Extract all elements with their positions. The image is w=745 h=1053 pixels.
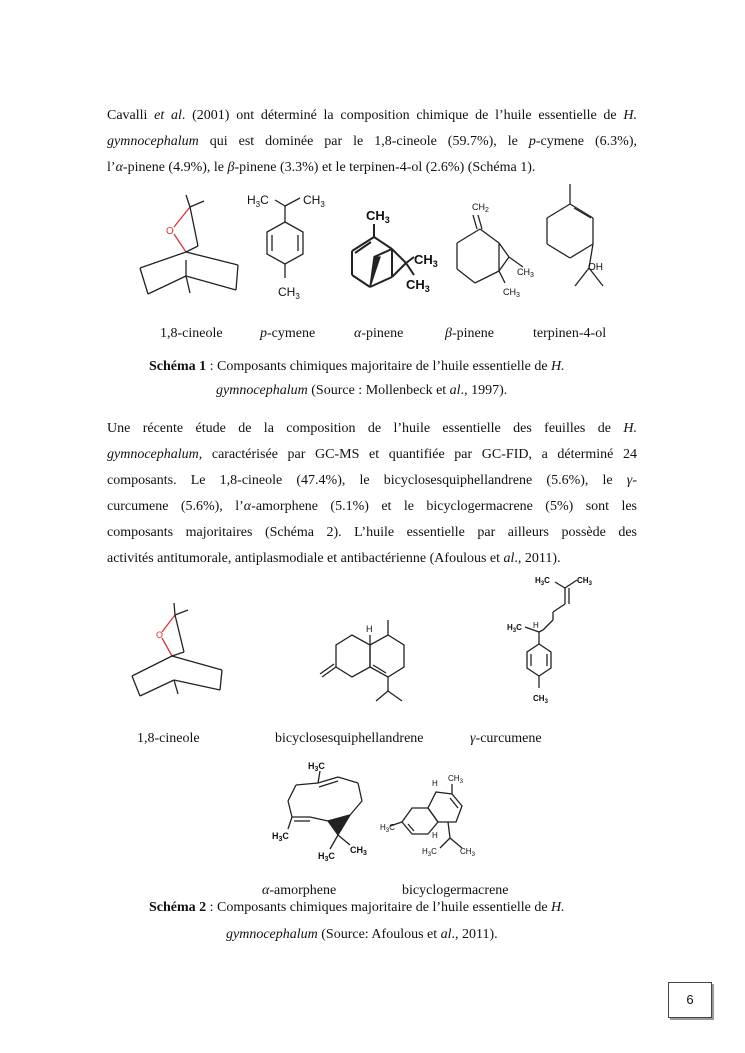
label-alpha-amorphene: α-amorphene <box>262 883 337 898</box>
structure-p-cymene <box>245 190 330 302</box>
label-terpinen-4-ol: terpinen-4-ol <box>533 326 607 341</box>
paragraph-2-line-5: composants majoritaires (Schéma 2). L’huile essentielle par ailleurs possède des <box>107 525 637 540</box>
svg-text:CH3: $CH_3$ <box>448 774 463 785</box>
svg-text:CH3: $CH_3$ <box>366 208 390 225</box>
svg-text:H3C: $H_3C$ <box>247 193 269 209</box>
svg-text:H: H <box>432 831 438 840</box>
structure-alpha-pinene <box>340 195 440 300</box>
svg-text:H3C: $H_3C$ <box>422 847 437 858</box>
svg-text:CH3: $CH_3$ <box>350 845 367 857</box>
scheme-1-caption-line-2: gymnocephalum (Source : Mollenbeck et al., 1997). <box>216 383 508 398</box>
label-gamma-curcumene: γ-curcumene <box>470 731 542 746</box>
paragraph-2-line-6: activités antitumorale, antiplasmodiale et antibactérienne (Afoulous et al., 2011). <box>107 551 561 566</box>
oh-label: OH <box>588 262 603 273</box>
svg-text:H3C: $H_3C$ <box>308 761 325 773</box>
svg-text:CH3: $CH_3$ <box>517 267 534 279</box>
svg-text:O: O <box>156 630 164 640</box>
svg-text:CH3: $CH_3$ <box>503 287 520 299</box>
svg-text:CH3: $CH_3$ <box>577 576 592 587</box>
svg-text:H: H <box>366 624 373 634</box>
scheme-2-caption-line-1: Schéma 2 : Composants chimiques majoritaire de l’huile essentielle de H. <box>149 900 565 915</box>
label-bicyclosesquiphellandrene: bicyclosesquiphellandrene <box>275 731 424 746</box>
label-alpha-pinene: α-pinene <box>354 326 404 341</box>
paragraph-2-line-4: curcumene (5.6%), l’α-amorphene (5.1%) et le bicyclogermacrene (5%) sont les <box>107 499 638 514</box>
paragraph-2 <box>107 416 637 572</box>
svg-text:CH3: $CH_3$ <box>278 285 300 301</box>
paragraph-2-line-2: gymnocephalum, caractérisée par GC-MS et quantifiée par GC-FID, a déterminé 24 <box>107 447 637 462</box>
structure-1-8-cineole <box>138 190 248 300</box>
label-1-8-cineole-2: 1,8-cineole <box>137 731 200 746</box>
svg-text:CH3: $CH_3$ <box>406 277 430 294</box>
label-p-cymene: p-cymene <box>260 326 316 341</box>
svg-text:H3C: $H_3C$ <box>272 831 289 843</box>
svg-text:H3C: $H_3C$ <box>380 823 395 834</box>
label-1-8-cineole: 1,8-cineole <box>160 326 223 341</box>
paragraph-1 <box>107 103 637 181</box>
page-number: 6 <box>668 982 712 1018</box>
label-bicyclogermacrene: bicyclogermacrene <box>402 883 509 898</box>
paragraph-1-line-1: Cavalli et al. (2001) ont déterminé la composition chimique de l’huile essentielle de H. <box>107 108 637 123</box>
structure-alpha-amorphene <box>270 757 380 865</box>
svg-text:O: O <box>166 226 174 237</box>
scheme-2-caption-line-2: gymnocephalum (Source: Afoulous et al., 2011). <box>226 927 498 942</box>
label-beta-pinene: β-pinene <box>445 326 494 341</box>
scheme-1-caption-line-1: Schéma 1 : Composants chimiques majoritaire de l’huile essentielle de H. <box>149 359 565 374</box>
paragraph-1-line-2: gymnocephalum qui est dominée par le 1,8-cineole (59.7%), le p-cymene (6.3%), <box>107 134 637 149</box>
svg-text:H3C: $H_3C$ <box>318 851 335 863</box>
svg-text:CH3: $CH_3$ <box>460 847 475 858</box>
svg-text:CH2: $CH_2$ <box>472 202 489 214</box>
svg-text:CH3: $CH_3$ <box>303 193 325 209</box>
structure-bicyclogermacrene <box>378 770 488 862</box>
svg-text:CH3: $CH_3$ <box>533 694 548 705</box>
paragraph-2-line-3: composants. Le 1,8-cineole (47.4%), le bicyclosesquiphellandrene (5.6%), le γ- <box>107 473 637 488</box>
structure-bicyclosesquiphellandrene <box>318 615 418 713</box>
structure-gamma-curcumene <box>505 570 605 710</box>
svg-text:H: H <box>533 621 539 630</box>
svg-text:H3C: $H_3C$ <box>507 623 522 634</box>
svg-text:H: H <box>432 779 438 788</box>
paragraph-1-line-3: l’α-pinene (4.9%), le β-pinene (3.3%) et le terpinen-4-ol (2.6%) (Schéma 1). <box>107 160 536 175</box>
structure-terpinen-4-ol <box>535 182 635 304</box>
structure-1-8-cineole-2 <box>130 598 240 703</box>
paragraph-2-line-1: Une récente étude de la composition de l’huile essentielle des feuilles de H. <box>107 421 637 436</box>
structure-beta-pinene <box>445 197 540 302</box>
svg-text:CH3: $CH_3$ <box>414 252 438 269</box>
svg-text:H3C: $H_3C$ <box>535 576 550 587</box>
